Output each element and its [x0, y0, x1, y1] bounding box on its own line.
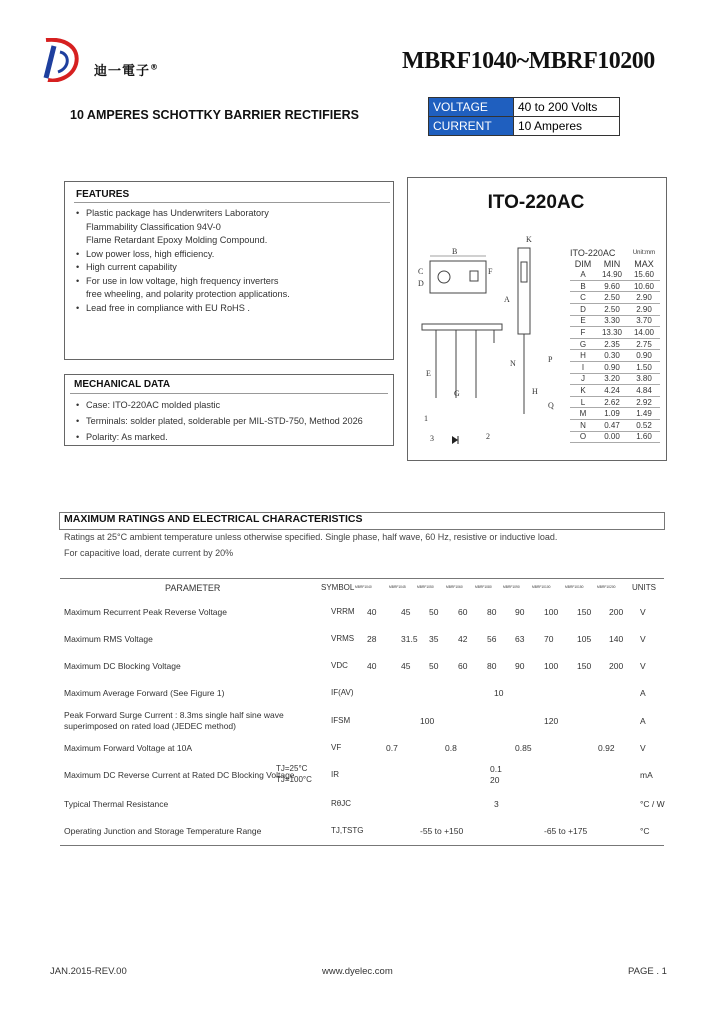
value-cell: 100 — [544, 607, 559, 617]
parameter-label: Maximum Recurrent Peak Reverse Voltage — [64, 607, 227, 617]
value-cell: 150 — [577, 607, 592, 617]
part-number-range: MBRF1040~MBRF10200 — [402, 48, 655, 74]
table-cell: D — [570, 303, 596, 315]
list-item: • Terminals: solder plated, solderable per MIL-STD-750, Method 2026 — [74, 413, 363, 429]
parameter-label: Operating Junction and Storage Temperature Range — [64, 826, 262, 836]
dim-label: 3 — [430, 434, 434, 443]
part-number-header: MBRF1050 — [417, 585, 434, 589]
part-number-header: MBRF1090 — [503, 585, 520, 589]
value-cell: 90 — [515, 607, 525, 617]
symbol-cell: VDC — [331, 661, 348, 670]
value-cell: 200 — [609, 661, 624, 671]
list-item: • Low power loss, high efficiency. — [74, 248, 290, 262]
document-subtitle: 10 AMPERES SCHOTTKY BARRIER RECTIFIERS — [70, 108, 359, 122]
table-cell: 1.49 — [628, 408, 660, 420]
table-cell: 3.30 — [596, 315, 628, 327]
parameter-label: Maximum Forward Voltage at 10A — [64, 743, 193, 753]
table-cell: 0.00 — [596, 431, 628, 443]
table-cell: 0.30 — [596, 350, 628, 362]
table-cell: H — [570, 350, 596, 362]
value-cell: 60 — [458, 607, 468, 617]
company-logo — [40, 38, 82, 82]
table-cell: 3.80 — [628, 373, 660, 385]
table-cell: 2.92 — [628, 396, 660, 408]
symbol-cell: IR — [331, 770, 339, 779]
table-row — [570, 327, 660, 339]
mechanical-list — [74, 397, 363, 445]
table-row — [570, 361, 660, 373]
value-cell: 50 — [429, 607, 439, 617]
value-cell: 100 — [544, 661, 559, 671]
table-cell: 2.35 — [596, 338, 628, 350]
mechanical-title: MECHANICAL DATA — [74, 379, 171, 390]
unit-cell: V — [640, 634, 646, 644]
table-cell: 3.70 — [628, 315, 660, 327]
value-cell: 0.7 — [386, 743, 398, 753]
table-cell: L — [570, 396, 596, 408]
value-cell: 0.92 — [598, 743, 615, 753]
value-cell: 10 — [494, 688, 504, 698]
table-row — [570, 292, 660, 304]
value-cell: 50 — [429, 661, 439, 671]
dim-label: G — [454, 389, 460, 398]
table-cell: 2.50 — [596, 292, 628, 304]
table-cell: 14.90 — [596, 269, 628, 280]
table-cell: M — [570, 408, 596, 420]
table-cell: F — [570, 327, 596, 339]
features-list — [74, 207, 290, 315]
max-header: MAX — [634, 258, 654, 269]
part-number-header: MBRF1045 — [389, 585, 406, 589]
package-outline-drawing — [412, 228, 568, 454]
dim-label: 2 — [486, 432, 490, 441]
dim-label: H — [532, 387, 538, 396]
value-cell: 45 — [401, 661, 411, 671]
unit-cell: mA — [640, 770, 653, 780]
ratings-title: MAXIMUM RATINGS AND ELECTRICAL CHARACTERISTICS — [64, 513, 363, 525]
table-cell: 13.30 — [596, 327, 628, 339]
table-cell: 1.60 — [628, 431, 660, 443]
value-cell: 31.5 — [401, 634, 418, 644]
parameter-label: Maximum DC Reverse Current at Rated DC Blocking Voltage — [64, 770, 295, 780]
dim-label: 1 — [424, 414, 428, 423]
voltage-current-summary — [428, 97, 620, 136]
value-cell: 100 — [420, 716, 435, 726]
dimension-table-title: ITO-220AC — [570, 248, 616, 259]
table-cell: 2.90 — [628, 303, 660, 315]
dim-label: A — [504, 295, 510, 304]
part-number-header: MBRF10200 — [597, 585, 616, 589]
table-cell: B — [570, 280, 596, 292]
symbol-cell: VF — [331, 743, 342, 752]
value-cell: 63 — [515, 634, 525, 644]
table-row — [570, 419, 660, 431]
list-item: • High current capability — [74, 261, 290, 275]
dim-label: K — [526, 235, 532, 244]
value-cell: 105 — [577, 634, 592, 644]
table-row — [570, 431, 660, 443]
parameter-label: Peak Forward Surge Current : 8.3ms single half sine wave superimposed on rated load (JEDEC method) — [64, 710, 284, 731]
dim-label: N — [510, 359, 516, 368]
dim-label: D — [418, 279, 424, 288]
value-cell: 20 — [490, 775, 500, 785]
value-cell: 45 — [401, 607, 411, 617]
table-cell: 10.60 — [628, 280, 660, 292]
table-row — [570, 280, 660, 292]
dim-label: B — [452, 247, 458, 256]
table-row — [570, 350, 660, 362]
divider — [60, 578, 664, 579]
parameter-label: Typical Thermal Resistance — [64, 799, 169, 809]
table-cell: G — [570, 338, 596, 350]
ratings-note: Ratings at 25°C ambient temperature unless otherwise specified. Single phase, half wave, 60 Hz, resistive or inductive load. — [64, 532, 558, 542]
table-cell: 1.09 — [596, 408, 628, 420]
table-cell: 15.60 — [628, 269, 660, 280]
divider — [60, 845, 664, 846]
value-cell: 56 — [487, 634, 497, 644]
part-number-header: MBRF10150 — [565, 585, 584, 589]
unit-cell: A — [640, 688, 646, 698]
list-item: • Lead free in compliance with EU RoHS . — [74, 302, 290, 316]
voltage-value: 40 to 200 Volts — [514, 98, 620, 117]
dimension-table — [570, 248, 660, 443]
part-number-header: MBRF1080 — [475, 585, 492, 589]
table-cell: A — [570, 269, 596, 280]
symbol-cell: IFSM — [331, 716, 351, 725]
value-cell: 0.85 — [515, 743, 532, 753]
value-cell: 80 — [487, 607, 497, 617]
table-cell: 14.00 — [628, 327, 660, 339]
table-row — [570, 373, 660, 385]
units-header: UNITS — [632, 583, 656, 592]
value-cell: 42 — [458, 634, 468, 644]
list-item: • Polarity: As marked. — [74, 429, 363, 445]
table-row — [570, 269, 660, 280]
unit-cell: °C — [640, 826, 650, 836]
symbol-header: SYMBOL — [321, 583, 355, 592]
value-cell: 70 — [544, 634, 554, 644]
parameter-label: Maximum RMS Voltage — [64, 634, 153, 644]
symbol-cell: RθJC — [331, 799, 352, 808]
list-item: • Case: ITO-220AC molded plastic — [74, 397, 363, 413]
value-cell: 140 — [609, 634, 624, 644]
unit-cell: °C / W — [640, 799, 665, 809]
list-item: • Plastic package has Underwriters Laboratory Flammability Classification 94V-0 Flame Retardant Epoxy Molding Compound. — [74, 207, 290, 248]
table-cell: N — [570, 419, 596, 431]
table-row — [570, 315, 660, 327]
table-cell: 0.90 — [628, 350, 660, 362]
dimension-unit: Unit:mm — [632, 250, 656, 257]
value-cell: 0.8 — [445, 743, 457, 753]
footer-website: www.dyelec.com — [322, 966, 393, 977]
table-cell: J — [570, 373, 596, 385]
voltage-label: VOLTAGE — [429, 98, 514, 117]
table-row — [570, 408, 660, 420]
value-cell: 28 — [367, 634, 377, 644]
unit-cell: V — [640, 607, 646, 617]
table-row — [570, 303, 660, 315]
symbol-cell: VRMS — [331, 634, 355, 643]
value-cell: 0.1 — [490, 764, 502, 774]
parameter-label: Maximum DC Blocking Voltage — [64, 661, 181, 671]
package-title: ITO-220AC — [487, 192, 585, 213]
value-cell: -55 to +150 — [420, 826, 464, 836]
table-cell: 4.84 — [628, 385, 660, 397]
table-cell: 0.52 — [628, 419, 660, 431]
part-number-header: MBRF1040 — [355, 585, 372, 589]
table-cell: C — [570, 292, 596, 304]
dim-label: F — [488, 267, 493, 276]
company-name: 迪一電子® — [94, 62, 160, 79]
value-cell: -65 to +175 — [544, 826, 588, 836]
value-cell: 40 — [367, 607, 377, 617]
table-cell: E — [570, 315, 596, 327]
features-title: FEATURES — [76, 189, 130, 200]
min-header: MIN — [603, 258, 621, 269]
ratings-note: For capacitive load, derate current by 20% — [64, 548, 234, 558]
table-cell: 2.62 — [596, 396, 628, 408]
table-cell: K — [570, 385, 596, 397]
table-cell: 2.50 — [596, 303, 628, 315]
parameter-label: Maximum Average Forward (See Figure 1) — [64, 688, 225, 698]
value-cell: 150 — [577, 661, 592, 671]
value-cell: 40 — [367, 661, 377, 671]
divider — [74, 202, 390, 203]
dim-header: DIM — [574, 258, 592, 269]
value-cell: 3 — [494, 799, 499, 809]
unit-cell: A — [640, 716, 646, 726]
value-cell: 80 — [487, 661, 497, 671]
table-cell: 0.90 — [596, 361, 628, 373]
parameter-header: PARAMETER — [165, 583, 221, 593]
table-cell: 3.20 — [596, 373, 628, 385]
table-row — [570, 396, 660, 408]
value-cell: 200 — [609, 607, 624, 617]
dim-label: E — [426, 369, 431, 378]
part-number-header: MBRF10100 — [532, 585, 551, 589]
symbol-cell: VRRM — [331, 607, 355, 616]
table-cell: 4.24 — [596, 385, 628, 397]
dim-label: P — [548, 355, 553, 364]
dim-label: C — [418, 267, 424, 276]
current-value: 10 Amperes — [514, 117, 620, 136]
table-cell: 2.75 — [628, 338, 660, 350]
table-cell: 2.90 — [628, 292, 660, 304]
part-number-header: MBRF1060 — [446, 585, 463, 589]
test-condition: TJ=25°C — [276, 764, 308, 773]
unit-cell: V — [640, 661, 646, 671]
table-cell: 9.60 — [596, 280, 628, 292]
value-cell: 120 — [544, 716, 559, 726]
table-row — [570, 338, 660, 350]
table-cell: 1.50 — [628, 361, 660, 373]
table-cell: I — [570, 361, 596, 373]
footer-page: PAGE . 1 — [628, 966, 667, 977]
symbol-cell: IF(AV) — [331, 688, 354, 697]
value-cell: 35 — [429, 634, 439, 644]
value-cell: 90 — [515, 661, 525, 671]
value-cell: 60 — [458, 661, 468, 671]
dim-label: Q — [548, 401, 554, 410]
test-condition: TJ=100°C — [276, 775, 312, 784]
unit-cell: V — [640, 743, 646, 753]
table-cell: 0.47 — [596, 419, 628, 431]
list-item: • For use in low voltage, high frequency inverters free wheeling, and polarity protection applications. — [74, 275, 290, 302]
divider — [70, 393, 388, 394]
current-label: CURRENT — [429, 117, 514, 136]
table-cell: O — [570, 431, 596, 443]
footer-revision: JAN.2015-REV.00 — [50, 966, 127, 977]
symbol-cell: TJ,TSTG — [331, 826, 364, 835]
table-row — [570, 385, 660, 397]
